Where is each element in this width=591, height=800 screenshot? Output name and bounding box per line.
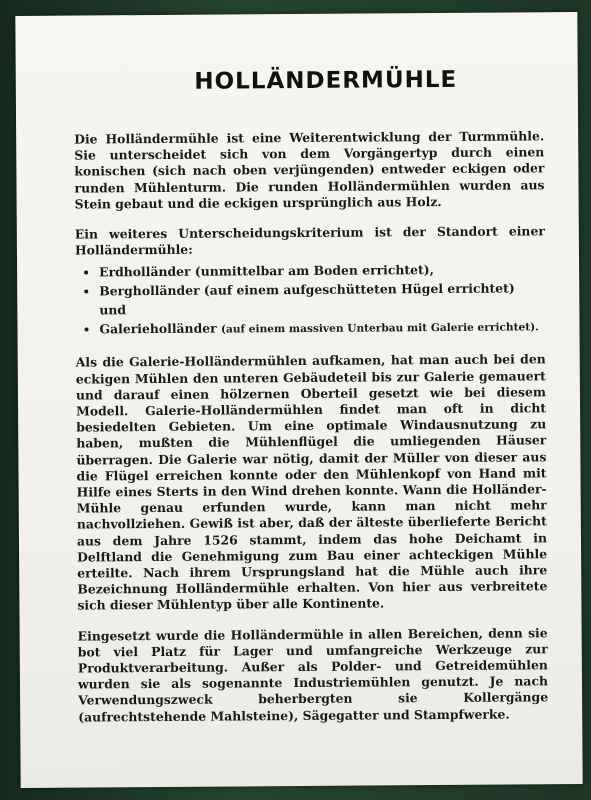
- list-item-text: Bergholländer (auf einem aufgeschütteten Hügel errichtet) und: [99, 280, 515, 318]
- paragraph-history: Als die Galerie-Holländermühlen aufkamen, hat man auch bei den eckigen Mühlen den unteren Gebäudeteil bis zur Galerie gemauert und darauf einen hölzernen Oberteil gesetzt wie bei diesem Modell. Galerie-Holländermühlen findet man oft in dicht besiedelten Gebieten. Um eine optimale Windausnutzung zu haben, mußten die Mühlenflügel die umliegenden Häuser überragen. Die Galerie war nötig, damit der Müller von dieser aus die Flügel erreichen konnte oder den Mühlenkopf von Hand mit Hilfe eines Sterts in den Wind drehen konnte. Wann die Holländer-Mühle genau erfunden wurde, kann man nicht mehr nachvollziehen. Gewiß ist aber, daß der älteste überlieferte Bericht aus dem Jahre 1526 stammt, indem das hohe Deichamt in Delftland die Genehmigung zum Bau einer achteckigen Mühle erteilte. Nach ihrem Ursprungsland hat die Mühle auch ihre Bezeichnung Holländermühle erhalten. Von hier aus verbreitete sich dieser Mühlentyp über alle Kontinente.: [75, 351, 548, 614]
- paragraph-usage: Eingesetzt wurde die Holländermühle in allen Bereichen, denn sie bot viel Platz für Lager und umfangreiche Werkzeuge zur Produktverarbeitung. Außer als Polder- und Getreidemühlen wurden sie als sogenannte Industriemühlen genutzt. Je nach Verwendungszweck beherbergten sie Kollergänge (aufrechtstehende Mahlsteine), Sägegatter und Stampfwerke.: [77, 624, 549, 725]
- page-title: HOLLÄNDERMÜHLE: [194, 66, 458, 95]
- list-item-note: (auf einem massiven Unterbau mit Galerie errichtet).: [220, 321, 539, 336]
- list-item-text: Galerieholländer: [99, 320, 217, 337]
- info-board: [15, 12, 582, 788]
- list-item-text: Erdholländer (unmittelbar am Boden errichtet),: [99, 262, 434, 280]
- list-item: [99, 317, 545, 341]
- mill-type-list: [75, 260, 546, 341]
- paragraph-intro: Die Holländermühle ist eine Weiterentwicklung der Turmmühle. Sie unterscheidet sich von dem Vorgängertyp durch einen konischen (sich nach oben verjüngenden) entweder eckigen oder runden Mühlenturm. Die runden Holländermühlen wurden aus Stein gebaut und die eckigen ursprünglich aus Holz.: [74, 128, 545, 212]
- board-content: [74, 66, 549, 739]
- paragraph-criteria: Ein weiteres Unterscheidungskriterium ist der Standort einer Holländermühle:: [74, 223, 545, 258]
- list-item: [99, 279, 545, 320]
